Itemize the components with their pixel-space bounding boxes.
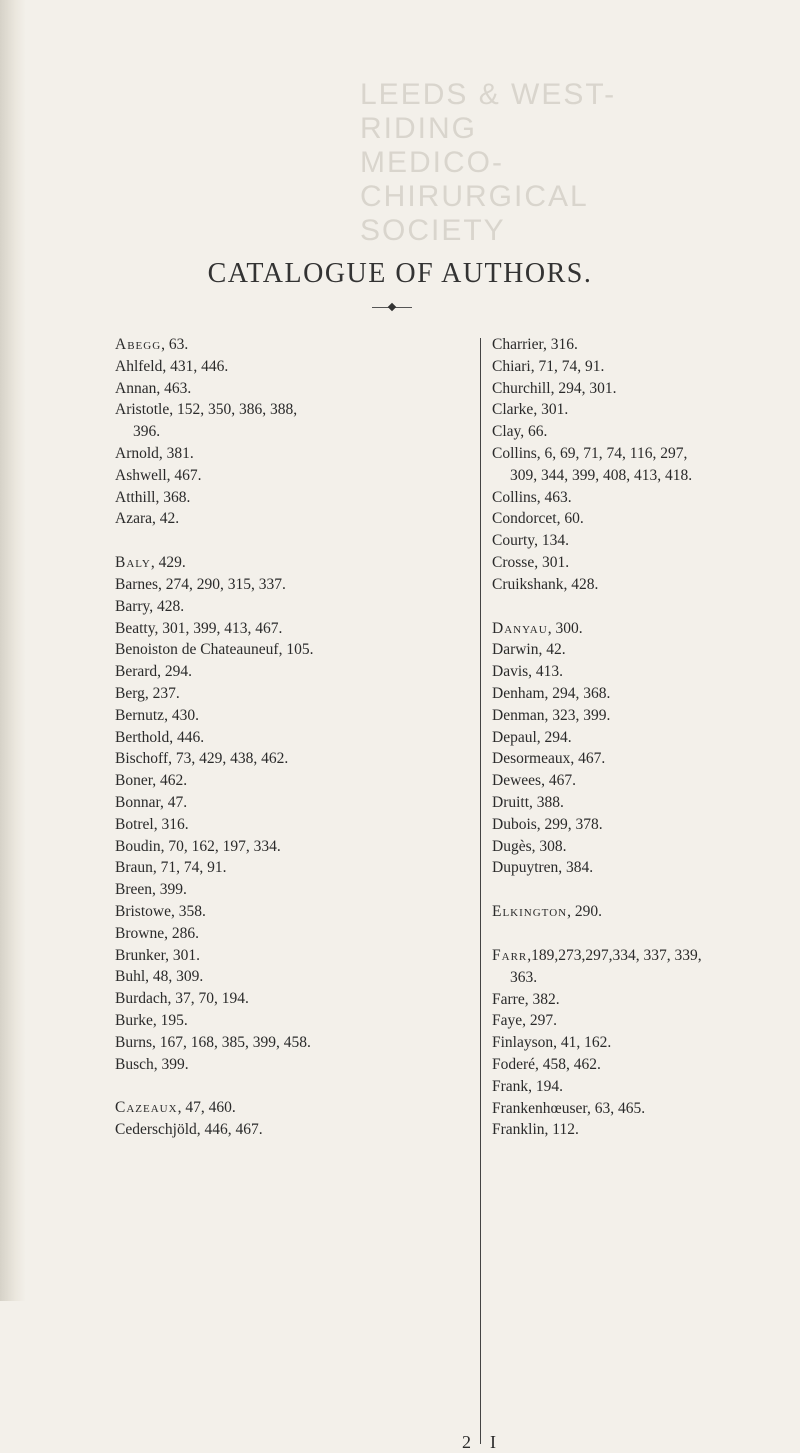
author-entry: Ashwell, 467.: [115, 466, 202, 484]
author-entry: Collins, 6, 69, 71, 74, 116, 297,: [492, 444, 688, 462]
author-entry: Busch, 399.: [115, 1055, 189, 1073]
author-entry: Dewees, 467.: [492, 772, 576, 790]
author-entry: Baly, 429.: [115, 554, 186, 572]
author-entry: Druitt, 388.: [492, 793, 564, 811]
author-entry: Bristowe, 358.: [115, 902, 206, 920]
author-entry-continuation: 396.: [133, 423, 161, 441]
author-entry: Clay, 66.: [492, 423, 548, 441]
author-entry: Ahlfeld, 431, 446.: [115, 357, 229, 375]
author-entry: Brunker, 301.: [115, 946, 201, 964]
author-entry: Cazeaux, 47, 460.: [115, 1099, 236, 1117]
right-column: [484, 334, 792, 1141]
author-entry: Barnes, 274, 290, 315, 337.: [115, 575, 286, 593]
author-entry: Davis, 413.: [492, 663, 564, 681]
author-entry: Denman, 323, 399.: [492, 706, 611, 724]
author-entry: Elkington, 290.: [492, 903, 602, 921]
author-entry: Browne, 286.: [115, 924, 199, 942]
author-entry: Bischoff, 73, 429, 438, 462.: [115, 750, 289, 768]
author-entry: Abegg, 63.: [115, 336, 189, 353]
author-entry: Danyau, 300.: [492, 619, 583, 637]
author-entry: Frankenhœuser, 63, 465.: [492, 1099, 646, 1117]
author-entry: Beatty, 301, 399, 413, 467.: [115, 619, 283, 637]
author-entry: Berg, 237.: [115, 684, 180, 702]
author-entry: Condorcet, 60.: [492, 510, 584, 528]
author-entry: Cruikshank, 428.: [492, 575, 599, 593]
author-entry: Bonnar, 47.: [115, 793, 188, 811]
author-entry: Crosse, 301.: [492, 553, 570, 571]
author-entry: Boudin, 70, 162, 197, 334.: [115, 837, 281, 855]
author-entry: Churchill, 294, 301.: [492, 379, 617, 397]
page-spine-shadow: [0, 0, 26, 1301]
author-entry: Bernutz, 430.: [115, 706, 199, 724]
author-entry: Burns, 167, 168, 385, 399, 458.: [115, 1033, 311, 1051]
author-entry: Boner, 462.: [115, 772, 188, 790]
title-ornament-divider: [372, 302, 412, 314]
author-entry: Chiari, 71, 74, 91.: [492, 357, 605, 375]
author-entry: Barry, 428.: [115, 597, 185, 615]
author-entry: Dupuytren, 384.: [492, 859, 594, 877]
signature-mark-left: 2: [462, 1432, 471, 1452]
author-entry: Botrel, 316.: [115, 815, 189, 833]
author-entry: Denham, 294, 368.: [492, 684, 611, 702]
author-entry: Berthold, 446.: [115, 728, 205, 746]
stamp-line-2: MEDICO-CHIRURGICAL SOCIETY: [360, 146, 588, 247]
author-entry: Breen, 399.: [115, 881, 187, 899]
author-entry: Aristotle, 152, 350, 386, 388,: [115, 401, 298, 419]
author-entry: Arnold, 381.: [115, 444, 194, 462]
author-entry: Azara, 42.: [115, 510, 180, 528]
author-entry: Clarke, 301.: [492, 401, 569, 419]
author-entry-continuation: 309, 344, 399, 408, 413, 418.: [510, 466, 693, 484]
author-entry: Atthill, 368.: [115, 488, 191, 506]
author-entry: Berard, 294.: [115, 663, 193, 681]
author-entry: Dubois, 299, 378.: [492, 815, 603, 833]
author-entry: Farre, 382.: [492, 990, 560, 1008]
author-entry: Frank, 194.: [492, 1077, 564, 1095]
author-entry: Burke, 195.: [115, 1011, 188, 1029]
author-entry-continuation: 363.: [510, 968, 538, 986]
library-stamp: [360, 78, 680, 248]
author-entry: Braun, 71, 74, 91.: [115, 859, 227, 877]
column-rule: [480, 338, 481, 1444]
author-entry: Buhl, 48, 309.: [115, 968, 204, 986]
author-entry: Finlayson, 41, 162.: [492, 1034, 612, 1052]
author-entry: Franklin, 112.: [492, 1121, 579, 1139]
author-entry: Annan, 463.: [115, 379, 192, 397]
author-entry: Burdach, 37, 70, 194.: [115, 990, 249, 1008]
left-column: [115, 334, 480, 1141]
author-entry: Foderé, 458, 462.: [492, 1055, 601, 1073]
author-entry: Farr,189,273,297,334, 337, 339,: [492, 946, 702, 964]
page-title: CATALOGUE OF AUTHORS.: [207, 258, 593, 289]
author-entry: Darwin, 42.: [492, 641, 566, 659]
author-entry: Benoiston de Chateauneuf, 105.: [115, 641, 314, 659]
author-entry: Cederschjöld, 446, 467.: [115, 1121, 263, 1139]
signature-mark-right: I: [490, 1432, 496, 1452]
author-entry: Desormeaux, 467.: [492, 750, 606, 768]
stamp-line-1: LEEDS & WEST-RIDING: [360, 78, 617, 145]
author-entry: Collins, 463.: [492, 488, 572, 506]
author-entry: Dugès, 308.: [492, 837, 567, 855]
author-entry: Courty, 134.: [492, 532, 569, 550]
author-entry: Faye, 297.: [492, 1012, 558, 1030]
author-entry: Depaul, 294.: [492, 728, 572, 746]
author-entry: Charrier, 316.: [492, 336, 578, 353]
